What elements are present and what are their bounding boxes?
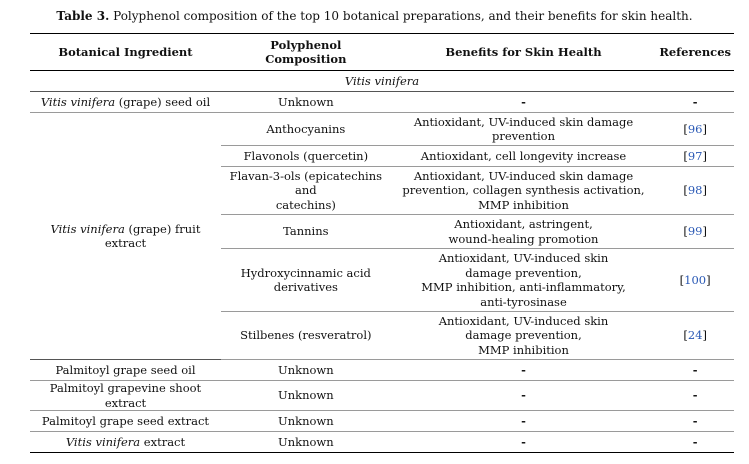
ingredient-cell: Palmitoyl grape seed oil (30, 360, 221, 381)
reference-cell: [100] (656, 249, 734, 312)
benefits-cell: - (391, 381, 657, 411)
composition-cell: Unknown (221, 381, 391, 411)
header-composition-line2: Composition (265, 52, 347, 66)
reference-cell: - (656, 411, 734, 432)
reference-link[interactable]: 98 (687, 183, 703, 198)
benefits-line: Antioxidant, UV-induced skin (438, 313, 609, 328)
benefits-cell (391, 215, 657, 249)
reference-link[interactable]: 100 (684, 272, 707, 287)
table-row (30, 360, 734, 381)
table-row (30, 381, 734, 411)
benefits-cell (391, 113, 657, 146)
reference-link[interactable]: 96 (687, 121, 703, 136)
benefits-line: wound-healing promotion (448, 231, 599, 246)
benefits-line: MMP inhibition (478, 342, 569, 357)
composition-line: catechins) (275, 197, 336, 212)
composition-cell: Unknown (221, 360, 391, 381)
benefits-cell: - (391, 411, 657, 432)
benefits-line: damage prevention, (465, 265, 582, 280)
table-title: Polyphenol composition of the top 10 botanical preparations, and their benefits for skin health. (113, 9, 693, 23)
table-caption (0, 8, 749, 24)
benefits-line: prevention (491, 129, 555, 143)
table-label: Table 3. (56, 9, 110, 23)
composition-cell: Unknown (221, 411, 391, 432)
section-row (30, 71, 734, 92)
composition-cell (221, 167, 391, 215)
ingredient-italic: Vitis vinifera (65, 434, 141, 449)
header-composition (221, 34, 391, 71)
table-row (30, 113, 734, 146)
ingredient-rest: extract (140, 434, 186, 449)
composition-line: Flavan-3-ols (epicatechins and (229, 168, 383, 198)
benefits-cell: - (391, 360, 657, 381)
benefits-line: Antioxidant, UV-induced skin (438, 251, 609, 265)
benefits-line: Antioxidant, astringent, (454, 217, 593, 231)
reference-cell: - (656, 381, 734, 411)
reference-cell: [97] (656, 146, 734, 167)
composition-cell (221, 249, 391, 312)
benefits-cell: - (391, 92, 657, 113)
polyphenol-table (30, 33, 734, 453)
ingredient-cell: Palmitoyl grapevine shoot extract (30, 381, 221, 411)
reference-cell: [96] (656, 113, 734, 146)
ingredient-cell (30, 113, 221, 360)
table-row (30, 411, 734, 432)
reference-cell: [99] (656, 215, 734, 249)
table-row (30, 92, 734, 113)
header-benefits: Benefits for Skin Health (391, 34, 657, 71)
benefits-cell (391, 312, 657, 360)
benefits-line: Antioxidant, UV-induced skin damage (413, 168, 634, 183)
reference-cell: [98] (656, 167, 734, 215)
section-title: Vitis vinifera (30, 71, 734, 92)
benefits-line: prevention, collagen synthesis activation, (402, 183, 645, 198)
benefits-line: MMP inhibition, anti-inflammatory, (421, 280, 626, 294)
composition-cell: Tannins (221, 215, 391, 249)
reference-cell: - (656, 92, 734, 113)
ingredient-rest: (grape) seed oil (115, 94, 211, 109)
reference-link[interactable]: 97 (687, 148, 703, 163)
ingredient-cell (30, 92, 221, 113)
ingredient-cell: Palmitoyl grape seed extract (30, 411, 221, 432)
composition-line: derivatives (273, 280, 338, 294)
composition-line: Hydroxycinnamic acid (240, 265, 371, 280)
table-row (30, 432, 734, 453)
benefits-cell (391, 167, 657, 215)
benefits-cell: Antioxidant, cell longevity increase (391, 146, 657, 167)
reference-cell: - (656, 360, 734, 381)
reference-cell: [24] (656, 312, 734, 360)
ingredient-italic: Vitis vinifera (40, 94, 116, 109)
benefits-line: MMP inhibition (478, 197, 569, 212)
benefits-line: Antioxidant, UV-induced skin damage (413, 114, 634, 129)
ingredient-cell (30, 432, 221, 453)
ingredient-rest: (grape) fruit extract (104, 221, 201, 250)
header-composition-line1: Polyphenol (270, 37, 342, 52)
ingredient-italic: Vitis vinifera (50, 221, 125, 236)
header-ingredient: Botanical Ingredient (30, 34, 221, 71)
composition-cell: Stilbenes (resveratrol) (221, 312, 391, 360)
header-references: References (656, 34, 734, 71)
reference-link[interactable]: 24 (687, 328, 703, 343)
benefits-line: damage prevention, (465, 328, 582, 343)
reference-cell: - (656, 432, 734, 453)
benefits-line: anti-tyrosinase (480, 294, 567, 309)
composition-cell: Anthocyanins (221, 113, 391, 146)
composition-cell: Unknown (221, 432, 391, 453)
benefits-cell: - (391, 432, 657, 453)
composition-cell: Flavonols (quercetin) (221, 146, 391, 167)
composition-cell: Unknown (221, 92, 391, 113)
reference-link[interactable]: 99 (687, 224, 703, 239)
benefits-cell (391, 249, 657, 312)
